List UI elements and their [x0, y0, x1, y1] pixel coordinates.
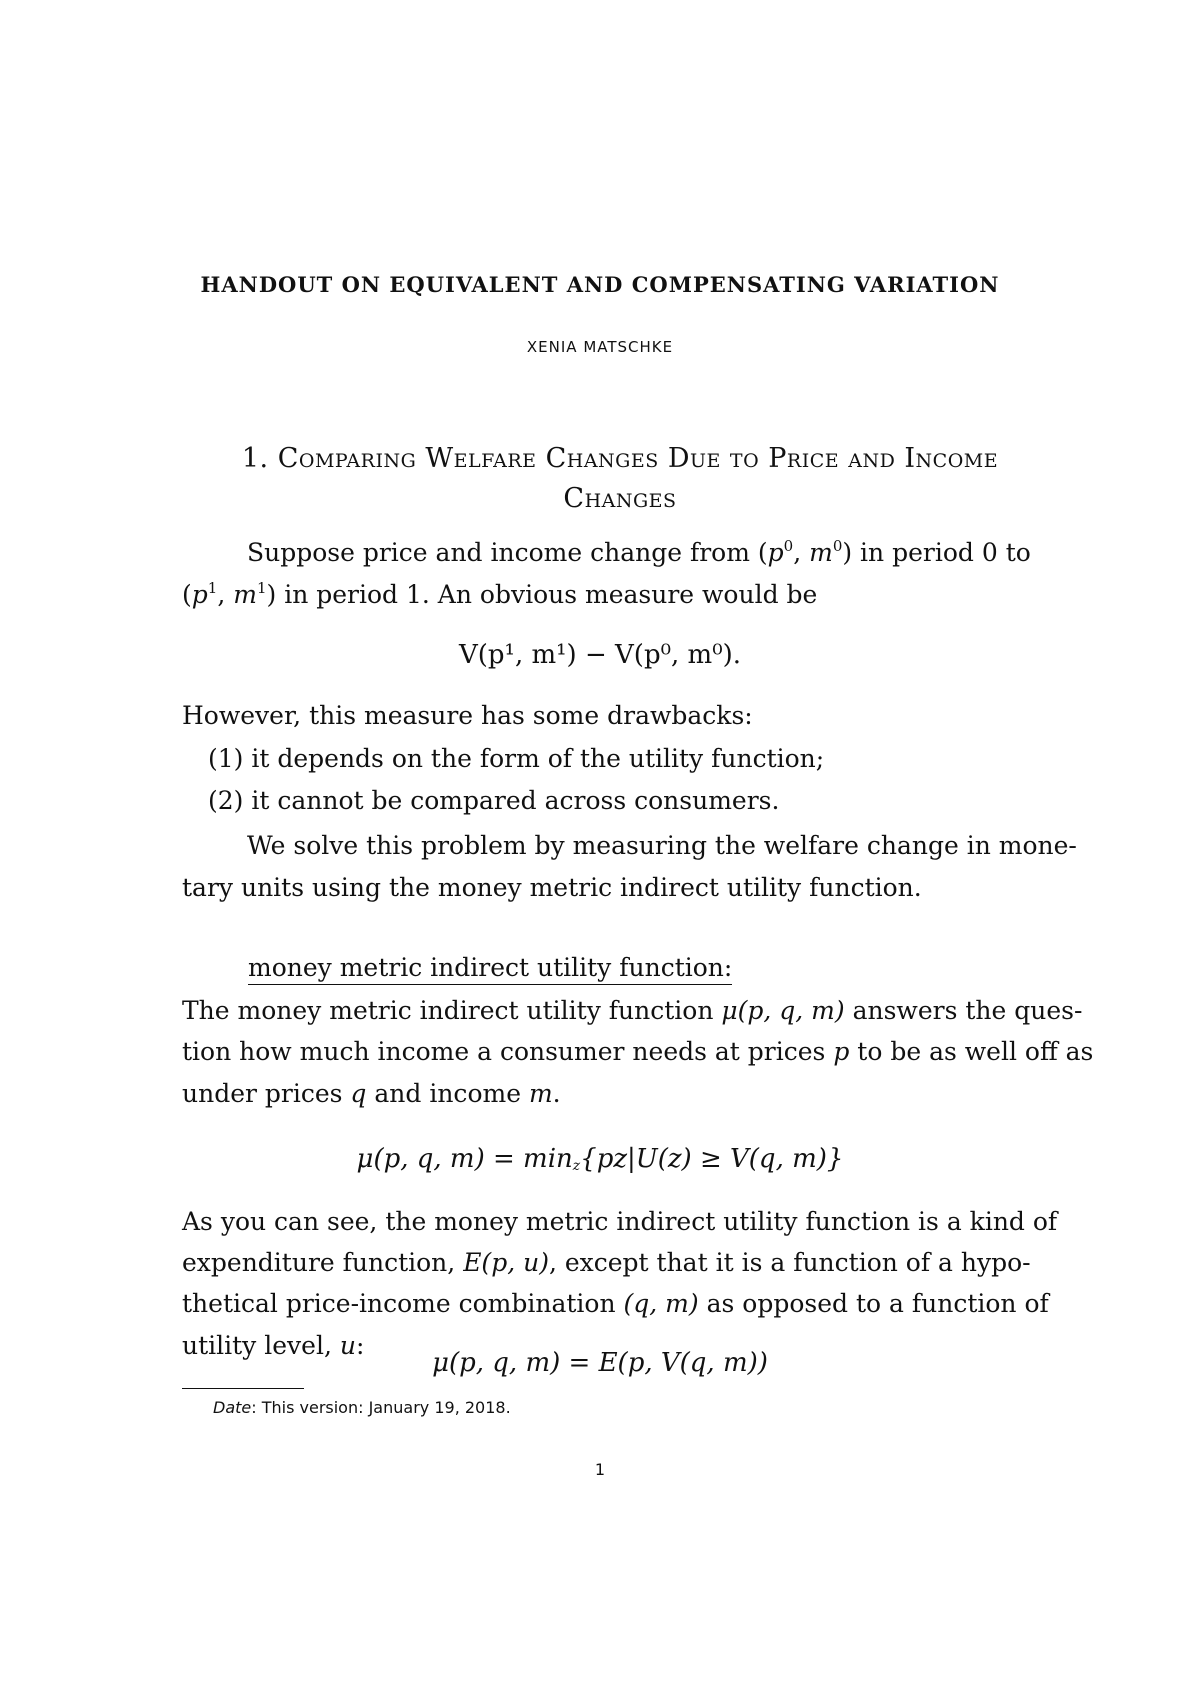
- footnote-rule: [182, 1388, 304, 1389]
- page-number: 1: [594, 1460, 606, 1479]
- paragraph-2: However, this measure has some drawbacks:: [182, 701, 753, 730]
- paragraph-5-line-3: thetical price-income combination (q, m) as opposed to a function of: [182, 1289, 1049, 1318]
- equation-money-metric-expenditure: μ(p, q, m) = E(p, V(q, m)): [432, 1348, 768, 1378]
- author-name: XENIA MATSCHKE: [526, 338, 674, 356]
- paragraph-1-line-2: ($p^1$, $m^1$) in period 1. An obvious measure would be: [182, 579, 818, 609]
- equation-utility-difference: V(p¹, m¹) − V(p⁰, m⁰).: [458, 640, 742, 670]
- section-heading-line1: 1. Comparing Welfare Changes Due to Price and Income: [241, 443, 999, 474]
- paragraph-4-line-3: under prices q and income m.: [182, 1079, 561, 1108]
- subheading-money-metric: money metric indirect utility function:: [248, 953, 732, 982]
- equation-money-metric-definition: μ(p, q, $m) = \min_z\{pz|U(z) \ge V(q$, m)}: [356, 1144, 844, 1174]
- list-item-1: (1) it depends on the form of the utility function;: [208, 744, 825, 773]
- paragraph-5-line-2: expenditure function, E(p, u), except that it is a function of a hypo-: [182, 1248, 1031, 1277]
- paragraph-3-line-1: We solve this problem by measuring the welfare change in mone-: [247, 831, 1077, 860]
- document-title: HANDOUT ON EQUIVALENT AND COMPENSATING VARIATION: [200, 272, 1000, 297]
- section-heading-line2: Changes: [563, 483, 677, 514]
- paragraph-5-line-4: utility level, u:: [182, 1331, 365, 1360]
- paragraph-5-line-1: As you can see, the money metric indirect utility function is a kind of: [182, 1207, 1058, 1236]
- footnote: Date: This version: January 19, 2018.: [213, 1398, 511, 1417]
- paragraph-3-line-2: tary units using the money metric indirect utility function.: [182, 873, 922, 902]
- list-item-2: (2) it cannot be compared across consumers.: [208, 786, 780, 815]
- paragraph-1-line-1: Suppose price and income change from ($p^0$, $m^0$) in period 0 to: [247, 537, 1031, 567]
- paragraph-4-line-1: The money metric indirect utility function μ(p, q, m) answers the ques-: [182, 996, 1083, 1025]
- paragraph-4-line-2: tion how much income a consumer needs at prices p to be as well off as: [182, 1037, 1094, 1066]
